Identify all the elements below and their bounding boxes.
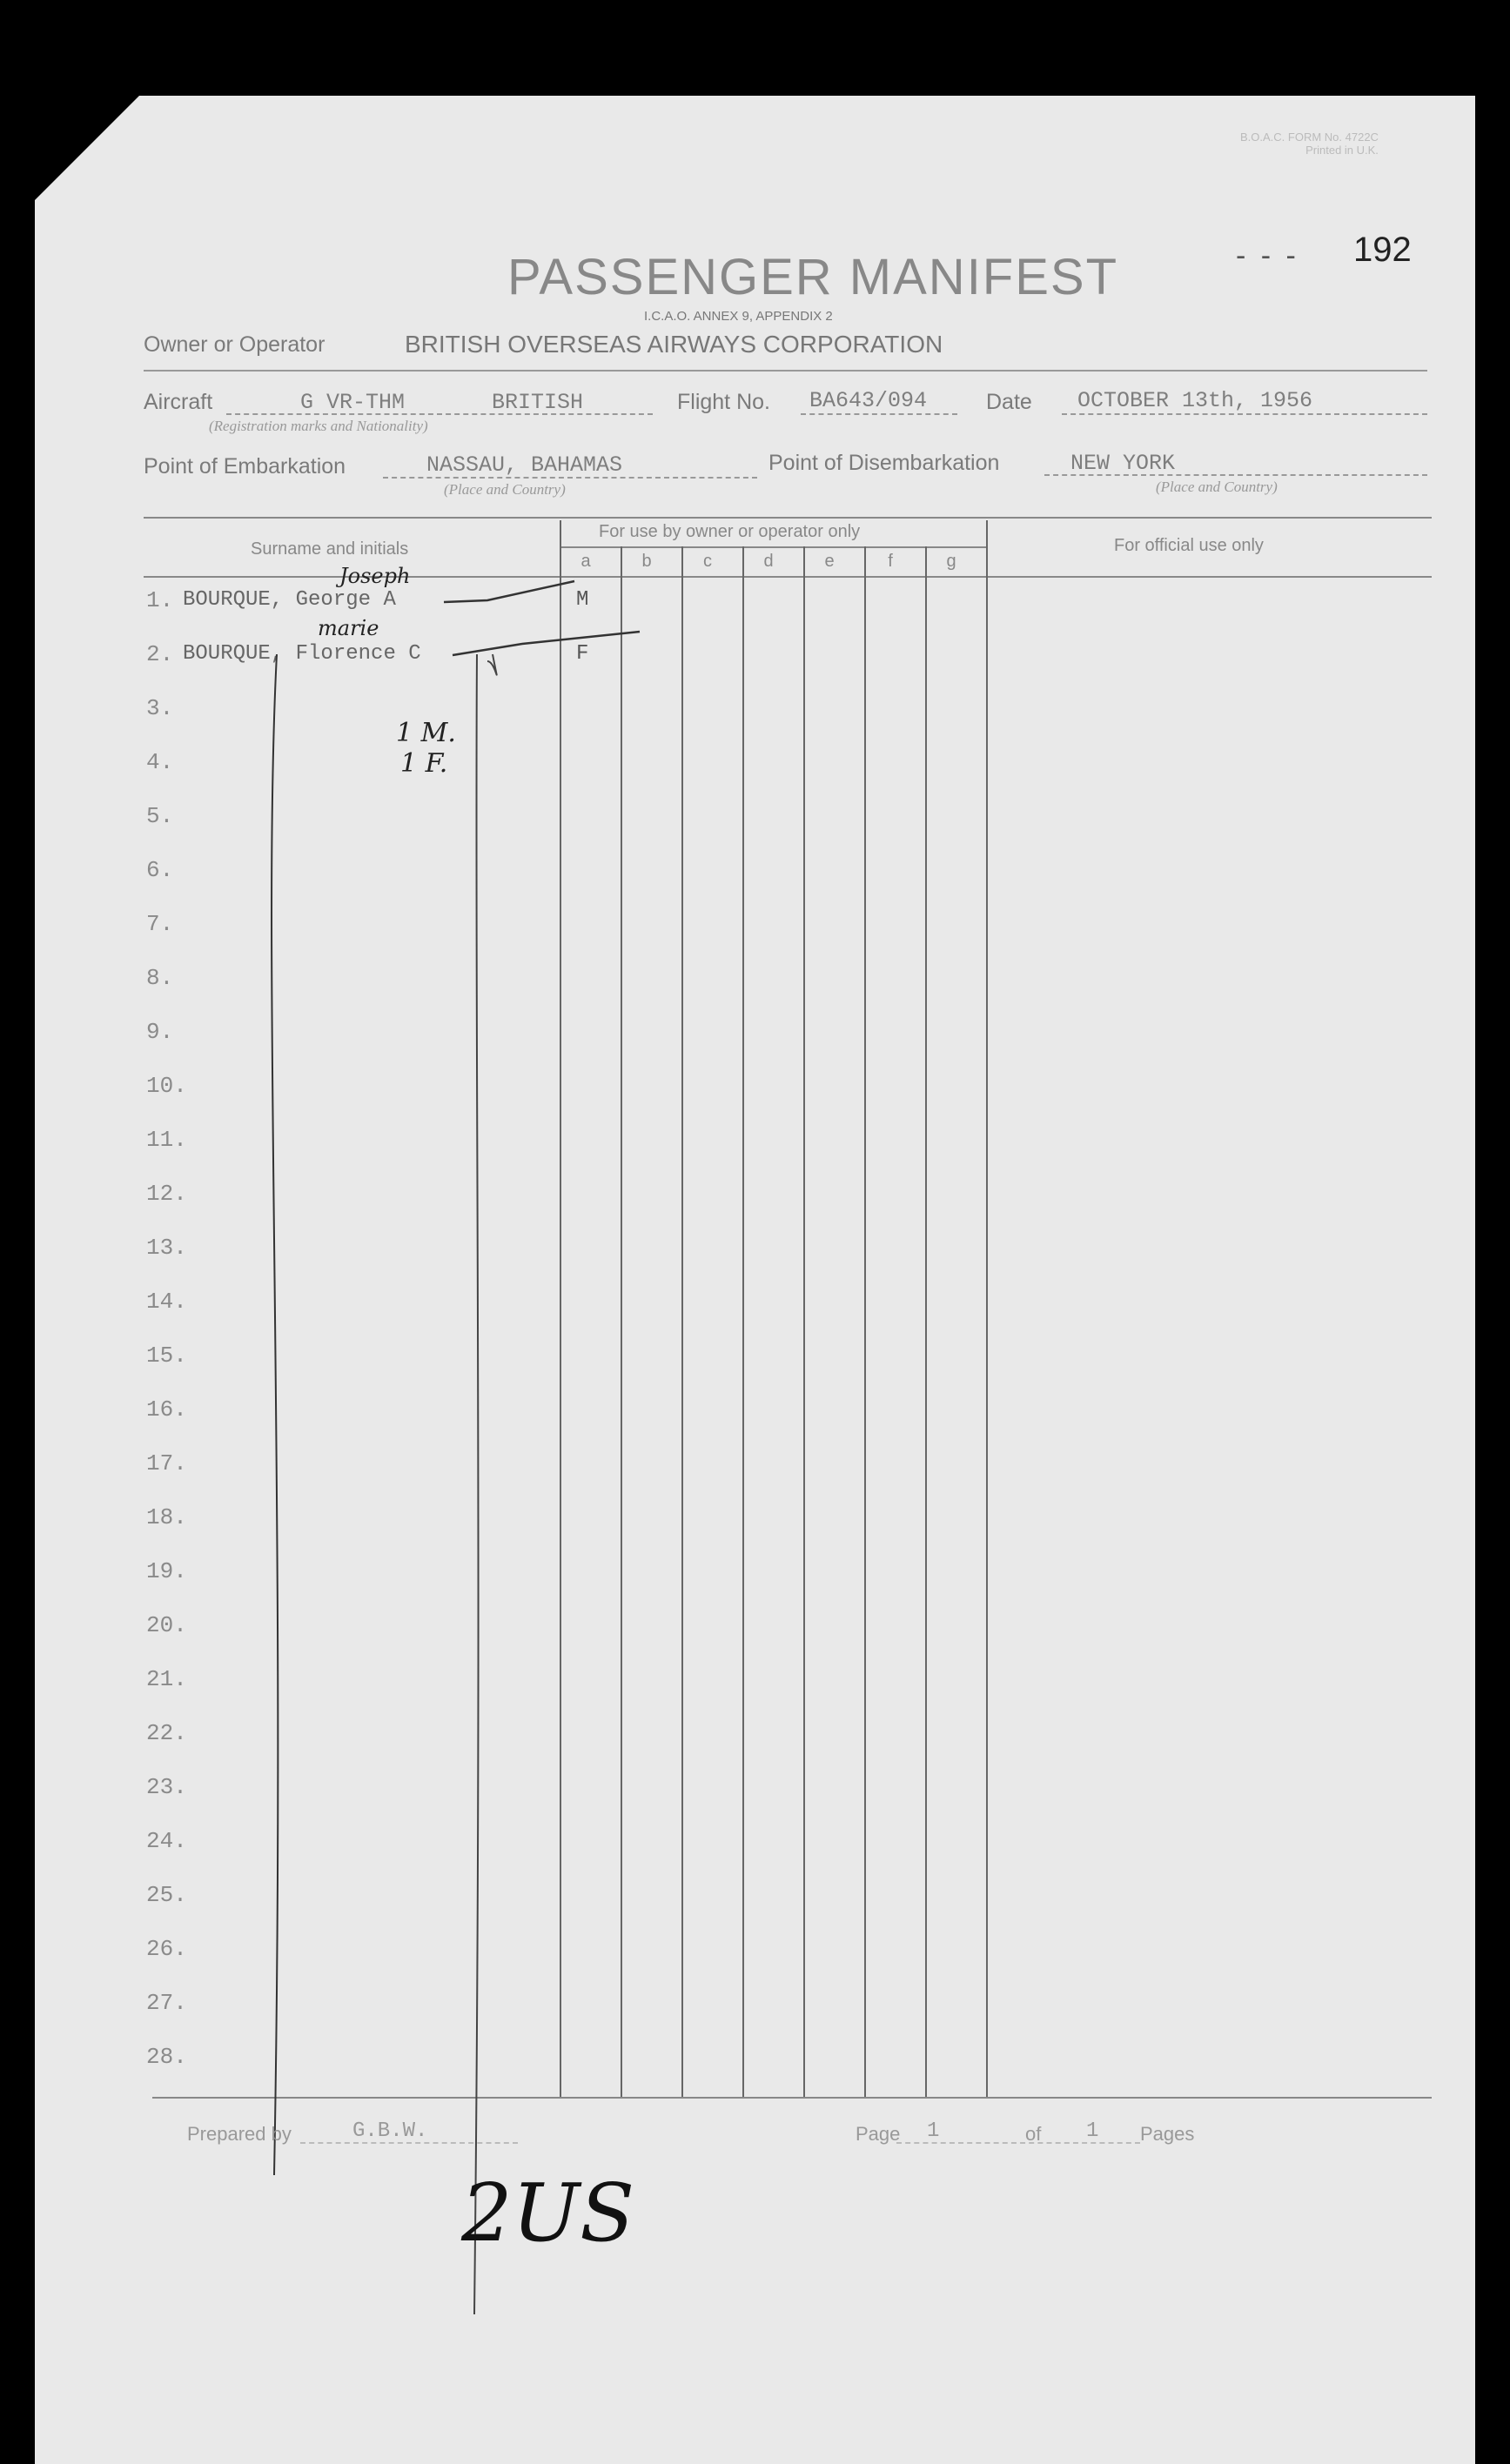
embarkation-label: Point of Embarkation	[144, 454, 346, 479]
row-number: 11.	[146, 1127, 187, 1153]
page-dash: - - -	[1236, 239, 1299, 272]
col-letter-f: f	[888, 552, 893, 571]
date-value: OCTOBER 13th, 1956	[1077, 388, 1313, 413]
page-subtitle: I.C.A.O. ANNEX 9, APPENDIX 2	[644, 309, 833, 324]
row-number: 27.	[146, 1990, 187, 2016]
date-label: Date	[986, 390, 1032, 414]
form-code: B.O.A.C. FORM No. 4722C Printed in U.K.	[1240, 131, 1379, 157]
passenger-2-handwritten: marie	[318, 616, 379, 640]
row-number: 28.	[146, 2044, 187, 2070]
disembarkation-value: NEW YORK	[1070, 451, 1176, 476]
row-number: 8.	[146, 965, 174, 991]
row-number: 13.	[146, 1235, 187, 1261]
flight-value: BA643/094	[809, 388, 928, 413]
row-number: 4.	[146, 749, 174, 775]
row-number: 24.	[146, 1828, 187, 1854]
disembarkation-label: Point of Disembarkation	[768, 451, 1000, 475]
col-letter-e: e	[824, 552, 835, 571]
footer-page-value: 1	[927, 2119, 940, 2143]
prepared-by-value: G.B.W.	[352, 2119, 428, 2143]
passenger-2-name: BOURQUE, Florence C	[183, 642, 421, 666]
row-number: 2.	[146, 641, 174, 667]
tally-male: 1 M.	[396, 718, 456, 748]
flight-label: Flight No.	[677, 390, 770, 414]
official-use-header: For official use only	[1114, 536, 1264, 555]
footer-of-value: 1	[1086, 2119, 1099, 2143]
prepared-by-underline	[300, 2142, 518, 2144]
row-number: 26.	[146, 1936, 187, 1962]
footer-page-underline	[896, 2142, 1140, 2144]
owner-use-header: For use by owner or operator only	[599, 522, 861, 541]
handwritten-note: 2US	[461, 2166, 635, 2260]
row-number: 16.	[146, 1396, 187, 1423]
row-number: 19.	[146, 1558, 187, 1584]
row-number: 5.	[146, 803, 174, 829]
footer-page-label: Page	[856, 2123, 901, 2145]
prepared-by-label: Prepared by	[187, 2123, 292, 2145]
passenger-1-name: BOURQUE, George A	[183, 588, 396, 612]
aircraft-caption: (Registration marks and Nationality)	[209, 418, 428, 434]
row-number: 3.	[146, 695, 174, 721]
row-number: 17.	[146, 1450, 187, 1476]
row-number: 23.	[146, 1774, 187, 1800]
disembarkation-caption: (Place and Country)	[1156, 479, 1278, 495]
row-number: 7.	[146, 911, 174, 937]
footer-pages-label: Pages	[1140, 2123, 1195, 2145]
passenger-1-sex: M	[576, 588, 589, 612]
page-number: 192	[1353, 231, 1412, 269]
row-number: 21.	[146, 1666, 187, 1692]
passenger-2-sex: F	[576, 642, 589, 666]
tally-female: 1 F.	[400, 748, 448, 779]
name-header: Surname and initials	[251, 539, 409, 559]
row-number: 20.	[146, 1612, 187, 1638]
embarkation-value: NASSAU, BAHAMAS	[426, 452, 623, 478]
row-number: 15.	[146, 1342, 187, 1369]
row-number: 25.	[146, 1882, 187, 1908]
row-number: 18.	[146, 1504, 187, 1530]
col-letter-d: d	[763, 552, 774, 571]
row-number: 10.	[146, 1073, 187, 1099]
row-number: 12.	[146, 1181, 187, 1207]
aircraft-label: Aircraft	[144, 390, 213, 414]
row-number: 1.	[146, 587, 174, 613]
col-letter-a: a	[581, 552, 591, 571]
col-letter-b: b	[641, 552, 652, 571]
owner-label: Owner or Operator	[144, 332, 325, 357]
footer-of-label: of	[1025, 2123, 1042, 2145]
col-letter-g: g	[946, 552, 956, 571]
embarkation-caption: (Place and Country)	[444, 481, 566, 498]
col-letter-c: c	[703, 552, 712, 571]
row-number: 14.	[146, 1289, 187, 1315]
row-number: 22.	[146, 1720, 187, 1746]
aircraft-value: G VR-THM	[300, 390, 406, 415]
row-number: 6.	[146, 857, 174, 883]
row-number: 9.	[146, 1019, 174, 1045]
page-title: PASSENGER MANIFEST	[507, 249, 1119, 305]
owner-value: BRITISH OVERSEAS AIRWAYS CORPORATION	[405, 331, 943, 358]
passenger-1-handwritten: Joseph	[339, 564, 411, 588]
aircraft-nationality: BRITISH	[492, 390, 584, 415]
